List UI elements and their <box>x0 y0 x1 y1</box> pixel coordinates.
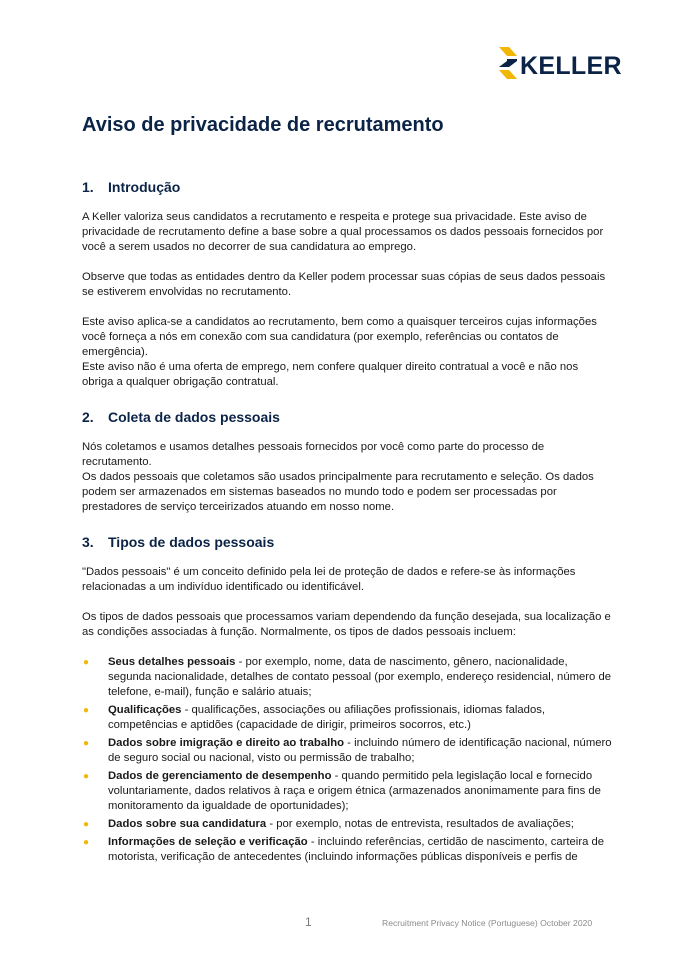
keller-logo-icon <box>497 47 517 85</box>
paragraph: Nós coletamos e usamos detalhes pessoais fornecidos por você como parte do processo de recrutamento. <box>82 441 545 468</box>
bullet-icon: ● <box>83 771 90 782</box>
list-item: ● Dados sobre imigração e direito ao trabalho - incluindo número de identificação nacional, número de seguro social ou nacional, visto ou permissão de trabalho; <box>83 737 612 764</box>
paragraph: Observe que todas as entidades dentro da Keller podem processar suas cópias de seus dados pessoais se estiverem envolvidas no recrutamento. <box>82 271 606 298</box>
bullet-icon: ● <box>83 738 90 749</box>
list-item: ● Dados de gerenciamento de desempenho - quando permitido pela legislação local e fornecido voluntariamente, dados relativos à raça e origem étnica (armazenados anonimamente para fins de monitoramento da igualdade de oportunidades); <box>83 770 601 812</box>
paragraph: "Dados pessoais" é um conceito definido pela lei de proteção de dados e refere-se às informações relacionadas a um indivíduo identificado ou identificável. <box>82 566 576 593</box>
paragraph: Os dados pessoais que coletamos são usados principalmente para recrutamento e seleção. Os dados podem ser armazenados em sistemas baseados no mundo todo e podem ser processadas por prestadores de serviço terceirizados atuando em nosso nome. <box>82 471 594 513</box>
bullet-icon: ● <box>83 657 90 668</box>
bullet-icon: ● <box>83 819 90 830</box>
footer-note: Recruitment Privacy Notice (Portuguese) October 2020 <box>382 918 593 928</box>
page-number: 1 <box>305 915 312 929</box>
keller-logo <box>497 47 622 85</box>
section-heading-introducao: 1. Introdução <box>82 179 181 195</box>
list-item: ● Dados sobre sua candidatura - por exemplo, notas de entrevista, resultados de avaliações; <box>83 818 574 830</box>
data-types-list <box>82 655 612 865</box>
bullet-icon: ● <box>83 705 90 716</box>
bullet-icon: ● <box>83 837 90 848</box>
paragraph: A Keller valoriza seus candidatos a recrutamento e respeita e protege sua privacidade. Este aviso de privacidade de recrutamento define a base sobre a qual processamos os dados pessoais fornecidos por você a serem usados no decorrer de sua candidatura ao emprego. <box>82 211 604 253</box>
paragraph: Este aviso não é uma oferta de emprego, nem confere qualquer direito contratual a você e não nos obriga a qualquer obrigação contratual. <box>82 361 579 388</box>
paragraph: Este aviso aplica-se a candidatos ao recrutamento, bem como a quaisquer terceiros cujas informações você forneça a nós em conexão com sua candidatura (por exemplo, referências ou contatos de emergência). <box>82 316 597 358</box>
paragraph: Os tipos de dados pessoais que processamos variam dependendo da função desejada, sua localização e as condições associadas à função. Normalmente, os tipos de dados pessoais incluem: <box>82 611 611 638</box>
document-body <box>82 178 612 868</box>
keller-logo-text: KELLER <box>520 51 622 80</box>
section-heading-coleta: 2. Coleta de dados pessoais <box>82 409 280 425</box>
section-heading-tipos: 3. Tipos de dados pessoais <box>82 534 275 550</box>
list-item: ● Seus detalhes pessoais - por exemplo, nome, data de nascimento, gênero, nacionalidade, segunda nacionalidade, detalhes de contato pessoal (por exemplo, endereço residencial, número de telefone, e-mail), função e salário atuais; <box>83 656 612 698</box>
page-title: Aviso de privacidade de recrutamento <box>82 114 444 136</box>
list-item: ● Qualificações - qualificações, associações ou afiliações profissionais, idiomas falados, competências e aptidões (capacidade de dirigir, primeiros socorros, etc.) <box>83 704 546 731</box>
list-item: ● Informações de seleção e verificação - incluindo referências, certidão de nascimento, carteira de motorista, verificação de antecedentes (incluindo informações públicas disponíveis e perfis de <box>83 836 605 863</box>
